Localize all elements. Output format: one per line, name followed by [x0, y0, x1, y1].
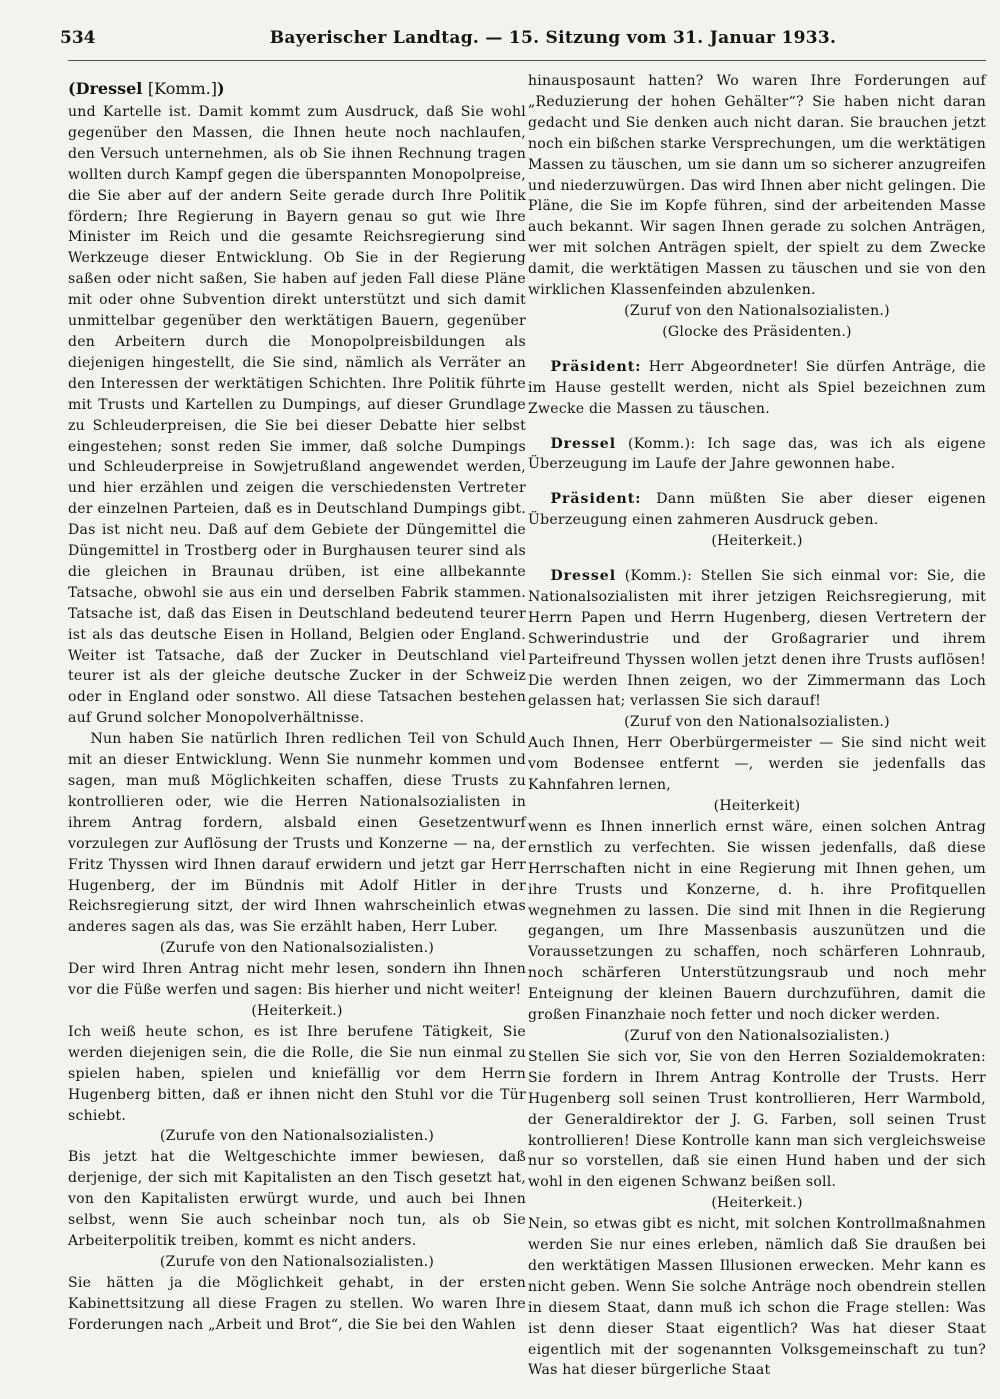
interjection: (Heiterkeit.) — [251, 1002, 343, 1019]
speech-text: Herr Abgeordneter! Sie dürfen Anträge, die im Hause gestellt werden, nicht als Spiel bezeichnen zum Zwecke die Massen zu täuschen. — [528, 358, 986, 417]
paragraph: Ich weiß heute schon, es ist Ihre berufene Tätigkeit, Sie werden diejenigen sein, die die Rolle, die Sie nun einmal zu spielen haben, spielen und kniefällig vor dem Herrn Hugenberg bitten, daß er ihnen nicht den Stuhl vor die Tür schiebt. — [68, 1023, 526, 1124]
interjection: (Heiterkeit.) — [711, 533, 803, 550]
speech-text: (Komm.): Ich sage das, was ich als eigene Überzeugung im Laufe der Jahre gewonnen habe. — [528, 435, 986, 473]
interjection: (Zurufe von den Nationalsozialisten.) — [159, 1253, 435, 1270]
speech-text: (Komm.): Stellen Sie sich einmal vor: Sie, die Nationalsozialisten mit ihrer jetzigen Reichsregierung, mit Herrn Papen und Herrn Hugenberg, diesen Vertretern der Schwerindustrie und der Großagrarier und ihrem Parteifreund Thyssen wollen jetzt denen ihre Trusts auflösen! Die werden Ihnen zeigen, wo der Zimmermann das Loch gelassen hat; verlassen Sie sich darauf! — [528, 568, 986, 710]
page-number: 534 — [60, 28, 96, 48]
speaker-label: Präsident: — [550, 491, 642, 508]
left-column — [68, 71, 526, 1381]
interjection: (Glocke des Präsidenten.) — [662, 323, 852, 340]
text-columns — [68, 71, 986, 1381]
interjection: (Zuruf von den Nationalsozialisten.) — [624, 1027, 890, 1044]
speech-president — [528, 489, 986, 531]
speech-dressel — [528, 434, 986, 476]
speech-president — [528, 357, 986, 420]
right-column — [528, 71, 986, 1381]
interjection: (Heiterkeit.) — [711, 1195, 803, 1212]
interjection: (Zuruf von den Nationalsozialisten.) — [624, 302, 890, 319]
paragraph: Bis jetzt hat die Weltgeschichte immer bewiesen, daß derjenige, der sich mit Kapitalisten an den Tisch gesetzt hat, von den Kapitalisten erwürgt wurde, und auch bei Ihnen selbst, wenn Sie auch scheinbar noch tun, als ob Sie Arbeiterpolitik treiben, kommt es nicht anders. — [68, 1149, 526, 1249]
continued-speaker: (Dressel [Komm.]) — [68, 79, 225, 98]
paragraph: Sie hätten ja die Möglichkeit gehabt, in der ersten Kabinettsitzung all diese Fragen zu stellen. Wo waren Ihre Forderungen nach „Arbeit und Brot“, die Sie bei den Wahlen — [68, 1274, 526, 1333]
paragraph: wenn es Ihnen innerlich ernst wäre, einen solchen Antrag ernstlich zu verfechten. Sie wissen jedenfalls, daß diese Herrschaften nicht in eine Regierung mit Ihnen gehen, um ihre Trusts und Konzerne, d. h. ihre Profitquellen wegnehmen zu lassen. Die sind mit Ihnen in die Regierung gegangen, um Ihre Massenbasis auszunützen und die Voraussetzungen zu schaffen, noch schärferen Lohnraub, noch schärferen Unterstützungsraub und noch mehr Enteignung der kleinen Bauern durchzuführen, damit die großen Finanzhaie noch fetter und noch dicker werden. — [528, 818, 986, 1024]
paragraph: Der wird Ihren Antrag nicht mehr lesen, sondern ihn Ihnen vor die Füße werfen und sagen: Bis hierher und nicht weiter! — [68, 961, 526, 999]
speaker-label: Dressel — [550, 435, 617, 452]
paragraph: Auch Ihnen, Herr Oberbürgermeister — Sie sind nicht weit vom Bodensee entfernt —, werden sie jedenfalls das Kahnfahren lernen, — [528, 735, 986, 794]
speaker-party: [Komm.] — [147, 79, 217, 98]
paragraph: Nun haben Sie natürlich Ihren redlichen Teil von Schuld mit an dieser Entwicklung. Wenn Sie nunmehr kommen und sagen, man muß Möglichkeiten schaffen, diese Trusts zu kontrollieren oder, wie die Herren Nationalsozialisten in ihrem Antrag fordern, alsbald einen Gesetzentwurf vorzulegen zur Auflösung der Trusts und Konzerne — na, der Fritz Thyssen wird Ihnen darauf erwidern und jetzt gar Herr Hugenberg, der im Bündnis mit Adolf Hitler in der Reichsregierung sitzt, der wird Ihnen wahrscheinlich etwas anderes sagen als das, was Sie erzählt haben, Herr Luber. — [68, 731, 526, 936]
interjection: (Heiterkeit) — [713, 798, 801, 814]
speech-text: Dann müßten Sie aber dieser eigenen Überzeugung einen zahmeren Ausdruck geben. — [528, 491, 986, 529]
running-title: Bayerischer Landtag. — 15. Sitzung vom 31. Januar 1933. — [269, 28, 837, 48]
speech-dressel — [528, 566, 986, 712]
paragraph: Stellen Sie sich vor, Sie von den Herren Sozialdemokraten: Sie fordern in Ihrem Antrag Kontrolle der Trusts. Herr Hugenberg soll seinen Trust kontrollieren, Herr Warmbold, der Generaldirektor der J. G. Farben, soll seinen Trust kontrollieren! Diese Kontrolle kann man sich vergleichsweise nur so vorstellen, daß sie einen Hund haben und der sich wohl in den eigenen Schwanz beißen soll. — [528, 1048, 986, 1191]
paragraph: Nein, so etwas gibt es nicht, mit solchen Kontrollmaßnahmen werden Sie nur eines erleben, nämlich daß Sie draußen bei den werktätigen Massen Illusionen erwecken. Mehr kann es nicht geben. Wenn Sie solche Anträge noch obendrein stellen in diesem Staat, dann muß ich schon die Frage stellen: Was ist denn dieser Staat eigentlich? Was hat dieser Staat eigentlich mit der sogenannten Volksgemeinschaft zu tun? Was hat dieser bürgerliche Staat — [528, 1216, 986, 1379]
interjection: (Zurufe von den Nationalsozialisten.) — [159, 940, 435, 957]
paragraph: hinausposaunt hatten? Wo waren Ihre Forderungen auf „Reduzierung der hohen Gehälter“? Sie haben nicht daran gedacht und Sie denken auch nicht daran. Sie brauchen jetzt noch ein bißchen starke Versprechungen, um die werktätigen Massen zu täuschen, um sie dann um so sicherer anzugreifen und niederzuwürgen. Das wird Ihnen aber nicht gelingen. Die Pläne, die Sie im Kopfe führen, sind der arbeitenden Masse auch bekannt. Wir sagen Ihnen gerade zu solchen Anträgen, wer mit solchen Anträgen spielt, der spielt zu dem Zwecke damit, die werktätigen Massen zu täuschen und sie von den wirklichen Klassenfeinden abzulenken. — [528, 73, 986, 299]
running-header — [60, 28, 986, 61]
speaker-label: Präsident: — [550, 358, 642, 375]
paragraph: und Kartelle ist. Damit kommt zum Ausdruck, daß Sie wohl gegenüber den Massen, die Ihnen heute noch nachlaufen, den Versuch unternehmen, als ob Sie ihnen Rechnung tragen wollten durch Kampf gegen die überspannten Monopolpreise, die Sie aber auf der andern Seite gerade durch Ihre Politik fördern; Ihre Regierung in Bayern genau so gut wie Ihre Minister im Reich und die gesamte Reichsregierung sind Werkzeuge dieser Entwicklung. Ob Sie in der Regierung saßen oder nicht saßen, Sie haben auf jeden Fall diese Pläne mit oder ohne Subvention direkt unterstützt und sich damit unmittelbar gegenüber den werktätigen Bauern, gegenüber den Arbeitern durch die Monopolpreisbildungen als diejenigen hingestellt, die Sie sind, nämlich als Verräter an den Interessen der werktätigen Schichten. Ihre Politik führte mit Trusts und Kartellen zu Dumpings, auf dieser Grundlage zu Schleuderpreisen, die Sie bei dieser Debatte hier selbst eingestehen; sonst reden Sie immer, daß solche Dumpings und Schleuderpreise in Sowjetrußland angewendet werden, und hier erzählen und zeigen die verschiedensten Vertreter der einzelnen Parteien, daß es in Deutschland Dumpings gibt. Das ist nicht neu. Daß auf dem Gebiete der Düngemittel die Düngemittel in Trostberg oder in Burghausen teurer sind als die gleichen in Braunau drüben, ist eine allbekannte Tatsache, obwohl sie aus ein und derselben Fabrik stammen. Tatsache ist, daß das Eisen in Deutschland bedeutend teurer ist als das deutsche Eisen in Holland, Belgien oder England. Weiter ist Tatsache, daß der Zucker in Deutschland viel teurer ist als der gleiche deutsche Zucker in der Schweiz oder in England oder sonstwo. All diese Tatsachen bestehen auf Grund solcher Monopolverhältnisse. — [68, 104, 526, 727]
speaker-label: Dressel — [550, 568, 617, 585]
speaker-name: Dressel — [75, 79, 143, 98]
interjection: (Zurufe von den Nationalsozialisten.) — [159, 1128, 435, 1145]
interjection: (Zuruf von den Nationalsozialisten.) — [624, 714, 890, 731]
